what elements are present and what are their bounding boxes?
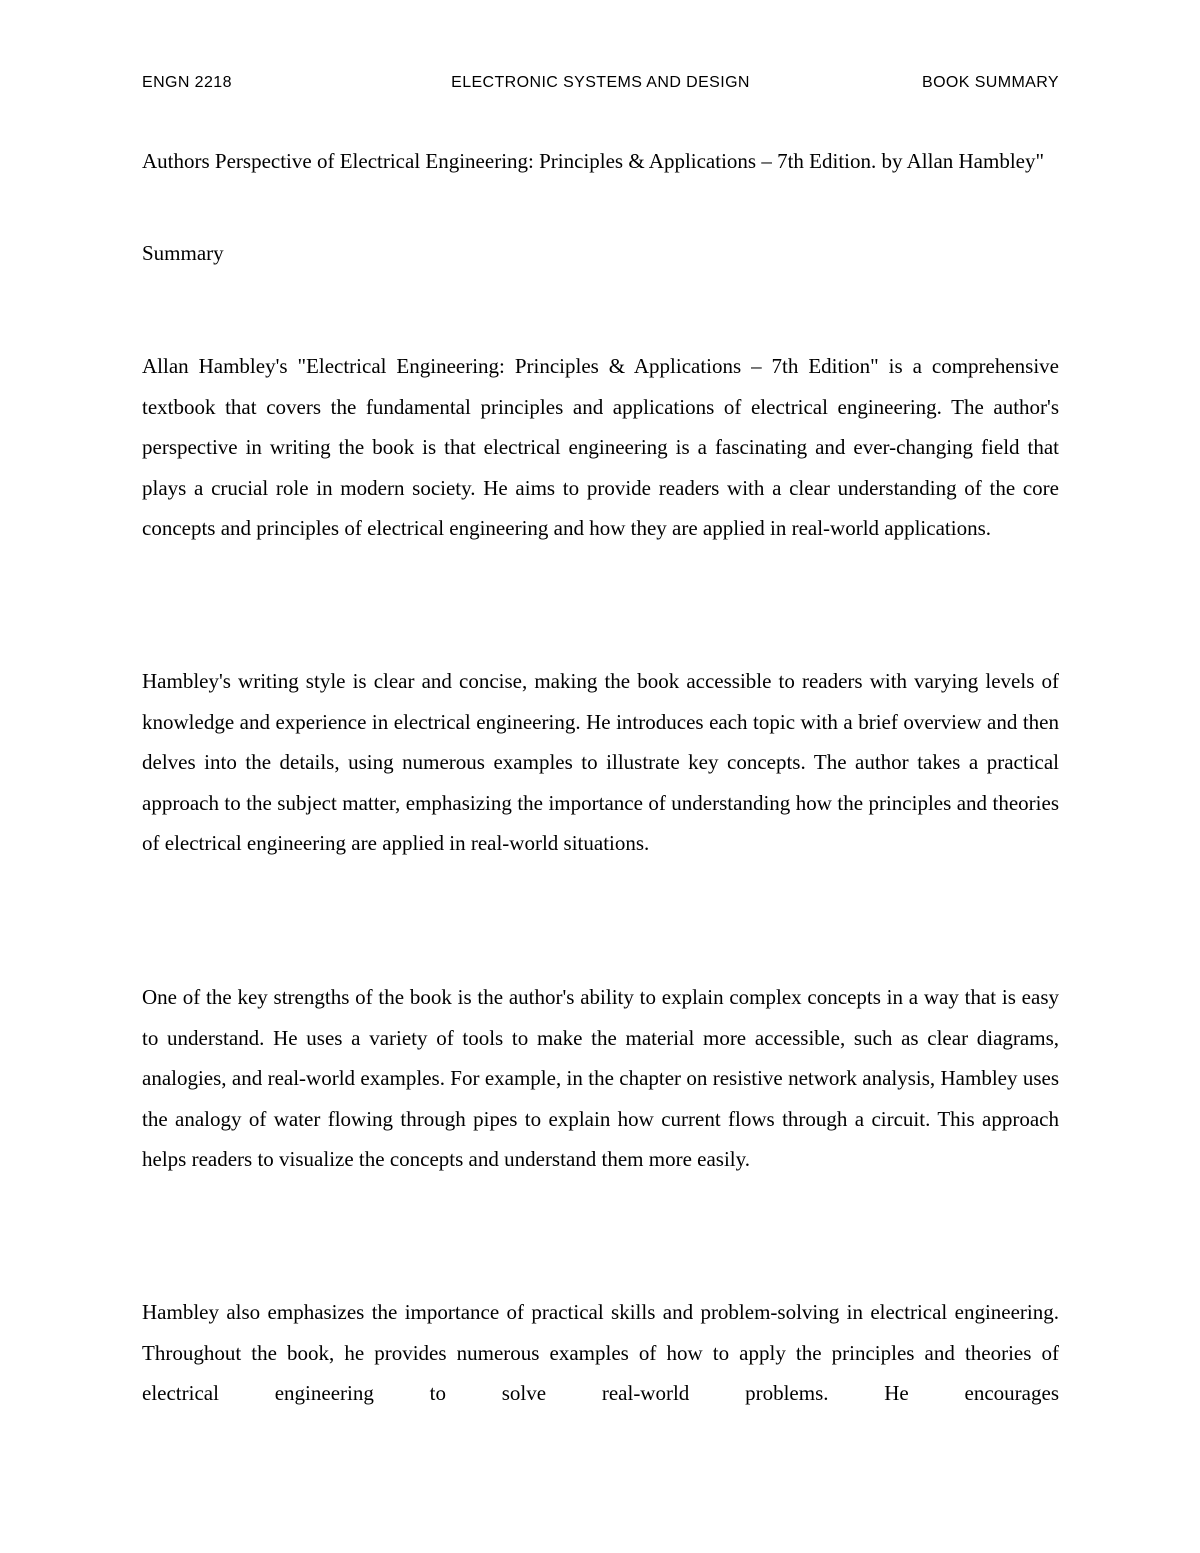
document-type: BOOK SUMMARY (922, 74, 1059, 91)
body-paragraph-4: Hambley also emphasizes the importance of practical skills and problem-solving in electrical engineering. Throughout the book, he provides numerous examples of how to apply the principles and theories of electrical engineering to solve real-world problems. He encourages (142, 1300, 1059, 1406)
body-paragraph-1: Allan Hambley's "Electrical Engineering: Principles & Applications – 7th Edition" is a comprehensive textbook that covers the fundamental principles and applications of electrical engineering. The author's perspective in writing the book is that electrical engineering is a fascinating and ever-changing field that plays a crucial role in modern society. He aims to provide readers with a clear understanding of the core concepts and principles of electrical engineering and how they are applied in real-world applications. (142, 354, 1059, 541)
body-paragraph-2: Hambley's writing style is clear and concise, making the book accessible to readers with varying levels of knowledge and experience in electrical engineering. He introduces each topic with a brief overview and then delves into the details, using numerous examples to illustrate key concepts. The author takes a practical approach to the subject matter, emphasizing the importance of understanding how the principles and theories of electrical engineering are applied in real-world situations. (142, 669, 1059, 856)
body-paragraph-3: One of the key strengths of the book is the author's ability to explain complex concepts in a way that is easy to understand. He uses a variety of tools to make the material more accessible, such as clear diagrams, analogies, and real-world examples. For example, in the chapter on resistive network analysis, Hambley uses the analogy of water flowing through pipes to explain how current flows through a circuit. This approach helps readers to visualize the concepts and understand them more easily. (142, 985, 1059, 1172)
section-label: Summary (142, 241, 224, 265)
page-header (142, 74, 1059, 98)
document-title: Authors Perspective of Electrical Engineering: Principles & Applications – 7th Edition. by Allan Hambley" (142, 149, 1045, 173)
course-name: ELECTRONIC SYSTEMS AND DESIGN (451, 74, 750, 91)
course-code: ENGN 2218 (142, 74, 232, 91)
